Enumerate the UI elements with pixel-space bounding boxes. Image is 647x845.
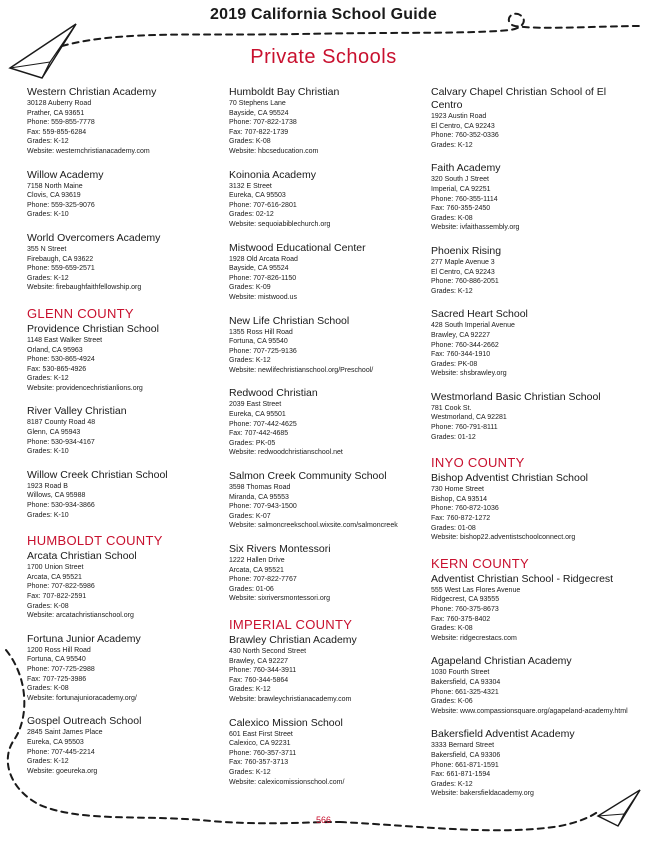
school-detail-line: Phone: 559-325-9076 [27,201,95,209]
school-entry [431,728,631,799]
school-detail-line: Fax: 559-855-6284 [27,128,87,136]
school-detail-line: Fax: 760-344-1910 [431,351,491,359]
school-detail-line: 3333 Bernard Street [431,742,495,750]
school-entry [27,169,217,220]
school-detail-line: Fax: 707-822-1739 [229,128,289,136]
school-detail-line: 2039 East Street [229,401,282,409]
school-detail-line: Grades: 01-08 [431,524,476,532]
school-detail-line: Grades: K-10 [27,211,69,219]
school-entry [431,655,631,716]
school-name: Mistwood Educational Center [229,241,366,254]
school-entry [229,634,419,705]
school-entry [27,405,217,456]
school-entry [229,86,419,157]
school-detail-line: 30128 Auberry Road [27,100,92,107]
school-detail-line: Grades: 01-12 [431,433,476,441]
school-name: Bishop Adventist Christian School [431,472,589,485]
school-entry [229,717,419,788]
school-detail-line: Grades: K-12 [229,686,271,694]
school-detail-line: 7158 North Maine [27,182,83,190]
school-detail-line: Prather, CA 93651 [27,109,85,117]
school-name: Sacred Heart School [431,308,528,321]
county-heading: KERN COUNTY [431,555,529,571]
school-details [431,175,631,233]
school-detail-line: Willows, CA 95988 [27,492,86,500]
school-detail-line: Bakersfield, CA 93306 [431,751,501,759]
school-name: Providence Christian School [27,322,159,335]
school-name: Six Rivers Montessori [229,543,331,555]
school-detail-line: Glenn, CA 95943 [27,429,81,437]
school-detail-line: Imperial, CA 92251 [431,185,491,193]
school-detail-line: 1222 Hallen Drive [229,557,285,564]
school-detail-line: 2845 Saint James Place [27,729,103,737]
school-website: Website: redwoodchristianschool.net [229,449,343,457]
school-detail-line: 320 South J Street [431,176,489,184]
school-detail-line: Grades: K-12 [431,287,473,295]
school-detail-line: 428 South Imperial Avenue [431,322,515,330]
school-website: Website: mistwood.us [229,293,297,301]
school-entry [27,633,217,704]
school-detail-line: El Centro, CA 92243 [431,268,495,276]
school-detail-line: Phone: 760-352-0336 [431,132,499,140]
school-details [229,99,419,157]
school-detail-line: 555 West Las Flores Avenue [431,586,521,594]
school-details [431,258,631,296]
school-detail-line: Phone: 707-822-5986 [27,583,95,591]
school-details [431,112,631,150]
school-detail-line: Brawley, CA 92227 [229,657,289,665]
school-detail-line: Grades: K-12 [431,780,473,788]
school-details [27,99,217,157]
school-details [27,418,217,456]
school-website: Website: ivfaithassembly.org [431,224,520,232]
school-details [27,482,217,520]
school-entry [27,715,217,776]
school-detail-line: Orland, CA 95963 [27,346,83,354]
school-detail-line: Phone: 760-375-8673 [431,606,499,613]
school-name: Brawley Christian Academy [229,633,357,646]
school-detail-line: Bayside, CA 95524 [229,265,289,273]
school-entry [431,391,631,442]
school-detail-line: 1700 Union Street [27,564,84,572]
school-detail-line: Phone: 760-791-8111 [431,424,498,432]
school-detail-line: Fax: 661-871-1594 [431,771,491,779]
school-name: Faith Academy [431,162,501,175]
county-heading: INYO COUNTY [431,455,525,471]
school-detail-line: Fortuna, CA 95540 [229,338,288,346]
county-heading: HUMBOLDT COUNTY [27,533,163,549]
school-detail-line: Bayside, CA 95524 [229,109,289,117]
school-details [27,336,217,394]
school-detail-line: Grades: 02-12 [229,211,274,219]
school-detail-line: Phone: 661-325-4321 [431,688,499,696]
school-detail-line: Phone: 707-725-9136 [229,347,297,355]
school-website: Website: salmoncreekschool.wixsite.com/salmoncreek [229,522,398,530]
school-details [431,321,631,379]
school-detail-line: 3598 Thomas Road [229,484,291,492]
school-entry [229,315,419,376]
school-detail-line: Fortuna, CA 95540 [27,656,86,664]
school-detail-line: 1928 Old Arcata Road [229,255,298,263]
county-heading: GLENN COUNTY [27,305,134,321]
school-detail-line: Phone: 760-355-1114 [431,195,498,203]
school-detail-line: Eureka, CA 95503 [27,738,84,746]
school-detail-line: Phone: 707-445-2214 [27,748,95,756]
school-detail-line: 781 Cook St. [431,404,472,412]
school-entry [229,387,419,458]
school-detail-line: Phone: 559-855-7778 [27,119,95,127]
school-name: Western Christian Academy [27,86,157,98]
school-details [27,728,217,776]
school-name: Redwood Christian [229,387,318,400]
school-detail-line: Phone: 707-826-1150 [229,274,297,282]
school-website: Website: firebaughfaithfellowship.org [27,284,142,292]
school-detail-line: Phone: 707-822-7767 [229,576,297,584]
school-detail-line: 601 East First Street [229,730,293,738]
school-details [229,556,419,604]
school-detail-line: Calexico, CA 92231 [229,740,291,748]
school-details [27,563,217,621]
school-detail-line: Miranda, CA 95553 [229,493,289,501]
school-detail-line: Bakersfield, CA 93304 [431,678,501,686]
school-details [229,483,419,531]
school-name: Salmon Creek Community School [229,470,387,483]
school-detail-line: Phone: 760-357-3711 [229,749,297,757]
school-entry [27,232,217,293]
school-details [431,586,631,644]
school-detail-line: Fax: 760-344-5864 [229,676,289,684]
school-detail-line: Phone: 707-725-2988 [27,665,95,673]
school-detail-line: Phone: 760-344-2662 [431,341,499,349]
school-details [229,647,419,705]
school-entry [431,472,631,543]
school-name: Gospel Outreach School [27,715,142,728]
school-detail-line: 1200 Ross Hill Road [27,646,91,654]
school-detail-line: 1030 Fourth Street [431,669,490,677]
school-details [229,328,419,376]
school-entry [27,86,217,157]
school-detail-line: Grades: K-06 [431,698,473,706]
school-detail-line: Grades: K-08 [229,138,271,146]
school-details [229,730,419,788]
school-detail-line: Grades: K-08 [27,602,69,610]
school-website: Website: sequoiabiblechurch.org [229,220,331,228]
school-detail-line: Fax: 707-442-4685 [229,430,289,438]
school-entry [431,308,631,379]
school-detail-line: Arcata, CA 95521 [27,573,82,581]
school-details [27,182,217,220]
school-detail-line: 1923 Road B [27,482,68,490]
county-heading: IMPERIAL COUNTY [229,616,353,632]
school-detail-line: Firebaugh, CA 93622 [27,255,94,263]
school-name: Phoenix Rising [431,244,502,257]
school-detail-line: Fax: 707-822-2591 [27,593,87,600]
school-detail-line: 1923 Austin Road [431,113,487,120]
school-detail-line: Phone: 760-344-3911 [229,667,297,675]
school-detail-line: Phone: 661-871-1591 [431,761,499,769]
school-entry [27,323,217,394]
school-name: Agapeland Christian Academy [431,655,572,668]
school-detail-line: Grades: PK-08 [431,360,478,368]
school-details [27,245,217,293]
school-detail-line: Clovis, CA 93619 [27,192,81,200]
school-name: Bakersfield Adventist Academy [431,728,575,741]
school-detail-line: Fax: 760-357-3713 [229,759,289,767]
school-details [229,400,419,458]
school-entry [27,469,217,520]
school-entry [27,550,217,621]
school-detail-line: Grades: K-12 [229,357,271,365]
school-detail-line: Grades: K-12 [27,138,69,146]
school-entry [229,242,419,303]
school-name: Willow Creek Christian School [27,468,168,481]
school-name: Calexico Mission School [229,716,343,729]
school-entry [229,543,419,604]
school-name: Calvary Chapel Christian School of El Centro [431,86,607,111]
school-entry [431,573,631,644]
school-detail-line: Phone: 530-934-4167 [27,438,95,446]
school-name: World Overcomers Academy [27,231,161,244]
school-detail-line: Arcata, CA 95521 [229,566,284,574]
school-website: Website: bishop22.adventistschoolconnect.org [431,534,576,542]
school-website: Website: shsbrawley.org [431,370,507,378]
school-detail-line: 1148 East Walker Street [27,336,103,344]
school-detail-line: Phone: 760-872-1036 [431,505,499,513]
school-detail-line: Grades: K-08 [27,685,69,693]
school-detail-line: Grades: K-12 [27,758,69,766]
school-entry [431,245,631,296]
school-detail-line: Grades: K-12 [27,375,69,383]
school-detail-line: Ridgecrest, CA 93555 [431,596,500,604]
school-website: Website: fortunajunioracademy.org/ [27,694,137,702]
section-title: Private Schools [250,46,397,68]
school-detail-line: Phone: 707-943-1500 [229,503,297,511]
page-header-title: 2019 California School Guide [210,6,437,23]
school-detail-line: Grades: K-09 [229,284,271,292]
school-detail-line: 730 Home Street [431,486,484,494]
school-name: Arcata Christian School [27,550,137,563]
school-name: Westmorland Basic Christian School [431,390,601,403]
school-detail-line: Phone: 707-616-2801 [229,201,297,209]
school-detail-line: 8187 County Road 48 [27,419,96,427]
school-detail-line: Phone: 530-934-3866 [27,502,95,510]
school-detail-line: Phone: 760-886-2051 [431,278,499,286]
school-detail-line: Grades: K-12 [229,768,271,776]
school-detail-line: Grades: K-12 [27,274,69,282]
school-detail-line: 355 N Street [27,245,67,253]
school-website: Website: www.compassionsquare.org/agapeland-academy.html [431,707,628,715]
column-2 [229,86,419,799]
school-website: Website: brawleychristianacademy.com [229,695,352,703]
school-website: Website: calexicomissionschool.com/ [229,778,345,786]
school-details [431,404,631,442]
school-entry [229,169,419,230]
school-detail-line: Grades: 01-06 [229,585,274,593]
school-detail-line: Eureka, CA 95503 [229,192,286,200]
school-detail-line: Fax: 707-725-3986 [27,675,87,683]
school-detail-line: Bishop, CA 93514 [431,495,488,503]
column-3 [431,86,631,811]
school-name: Adventist Christian School - Ridgecrest [431,572,614,585]
school-name: Koinonia Academy [229,168,316,181]
school-website: Website: bakersfieldacademy.org [431,790,534,798]
school-website: Website: arcatachristianschool.org [27,612,134,620]
school-detail-line: El Centro, CA 92243 [431,122,495,130]
school-detail-line: 3132 E Street [229,182,272,190]
school-detail-line: Grades: K-10 [27,448,69,456]
school-detail-line: Eureka, CA 95501 [229,411,286,419]
school-details [229,255,419,303]
school-detail-line: Phone: 559-659-2571 [27,265,95,273]
school-detail-line: Westmorland, CA 92281 [431,414,507,422]
school-detail-line: Grades: K-08 [431,625,473,633]
school-website: Website: ridgecrestacs.com [431,634,517,642]
school-details [431,741,631,799]
school-entry [431,162,631,233]
school-name: Humboldt Bay Christian [229,86,340,98]
school-website: Website: goeureka.org [27,767,98,775]
school-website: Website: westernchristianacademy.com [27,147,150,155]
school-detail-line: Fax: 530-865-4926 [27,365,87,373]
school-detail-line: Fax: 760-375-8402 [431,615,491,623]
school-website: Website: hbcseducation.com [229,147,319,155]
school-website: Website: newlifechristianschool.org/Preschool/ [229,366,374,374]
school-website: Website: providencechristianlions.org [27,384,143,392]
school-details [27,646,217,704]
school-detail-line: Fax: 760-355-2450 [431,205,491,213]
school-detail-line: Grades: K-08 [431,214,473,222]
school-website: Website: sixriversmontessori.org [229,595,331,603]
school-detail-line: Phone: 530-865-4924 [27,356,95,364]
column-1 [27,86,217,788]
school-details [431,485,631,543]
school-detail-line: 70 Stephens Lane [229,100,286,107]
school-detail-line: Grades: K-12 [431,141,473,149]
school-name: Fortuna Junior Academy [27,632,141,645]
school-detail-line: 277 Maple Avenue 3 [431,258,495,266]
school-detail-line: Phone: 707-442-4625 [229,420,297,428]
school-entry [229,470,419,531]
school-detail-line: Fax: 760-872-1272 [431,515,491,523]
school-detail-line: Phone: 707-822-1738 [229,119,297,127]
school-details [229,182,419,230]
school-name: River Valley Christian [27,405,127,418]
page-number: 566 [315,815,332,825]
school-detail-line: 430 North Second Street [229,647,307,655]
school-detail-line: Grades: PK-05 [229,439,276,447]
school-detail-line: 1355 Ross Hill Road [229,328,293,336]
school-entry [431,86,631,150]
school-details [431,668,631,716]
school-detail-line: Grades: K-07 [229,512,271,520]
school-name: New Life Christian School [229,314,350,327]
school-detail-line: Grades: K-10 [27,511,69,519]
school-detail-line: Brawley, CA 92227 [431,331,491,339]
school-name: Willow Academy [27,168,104,181]
